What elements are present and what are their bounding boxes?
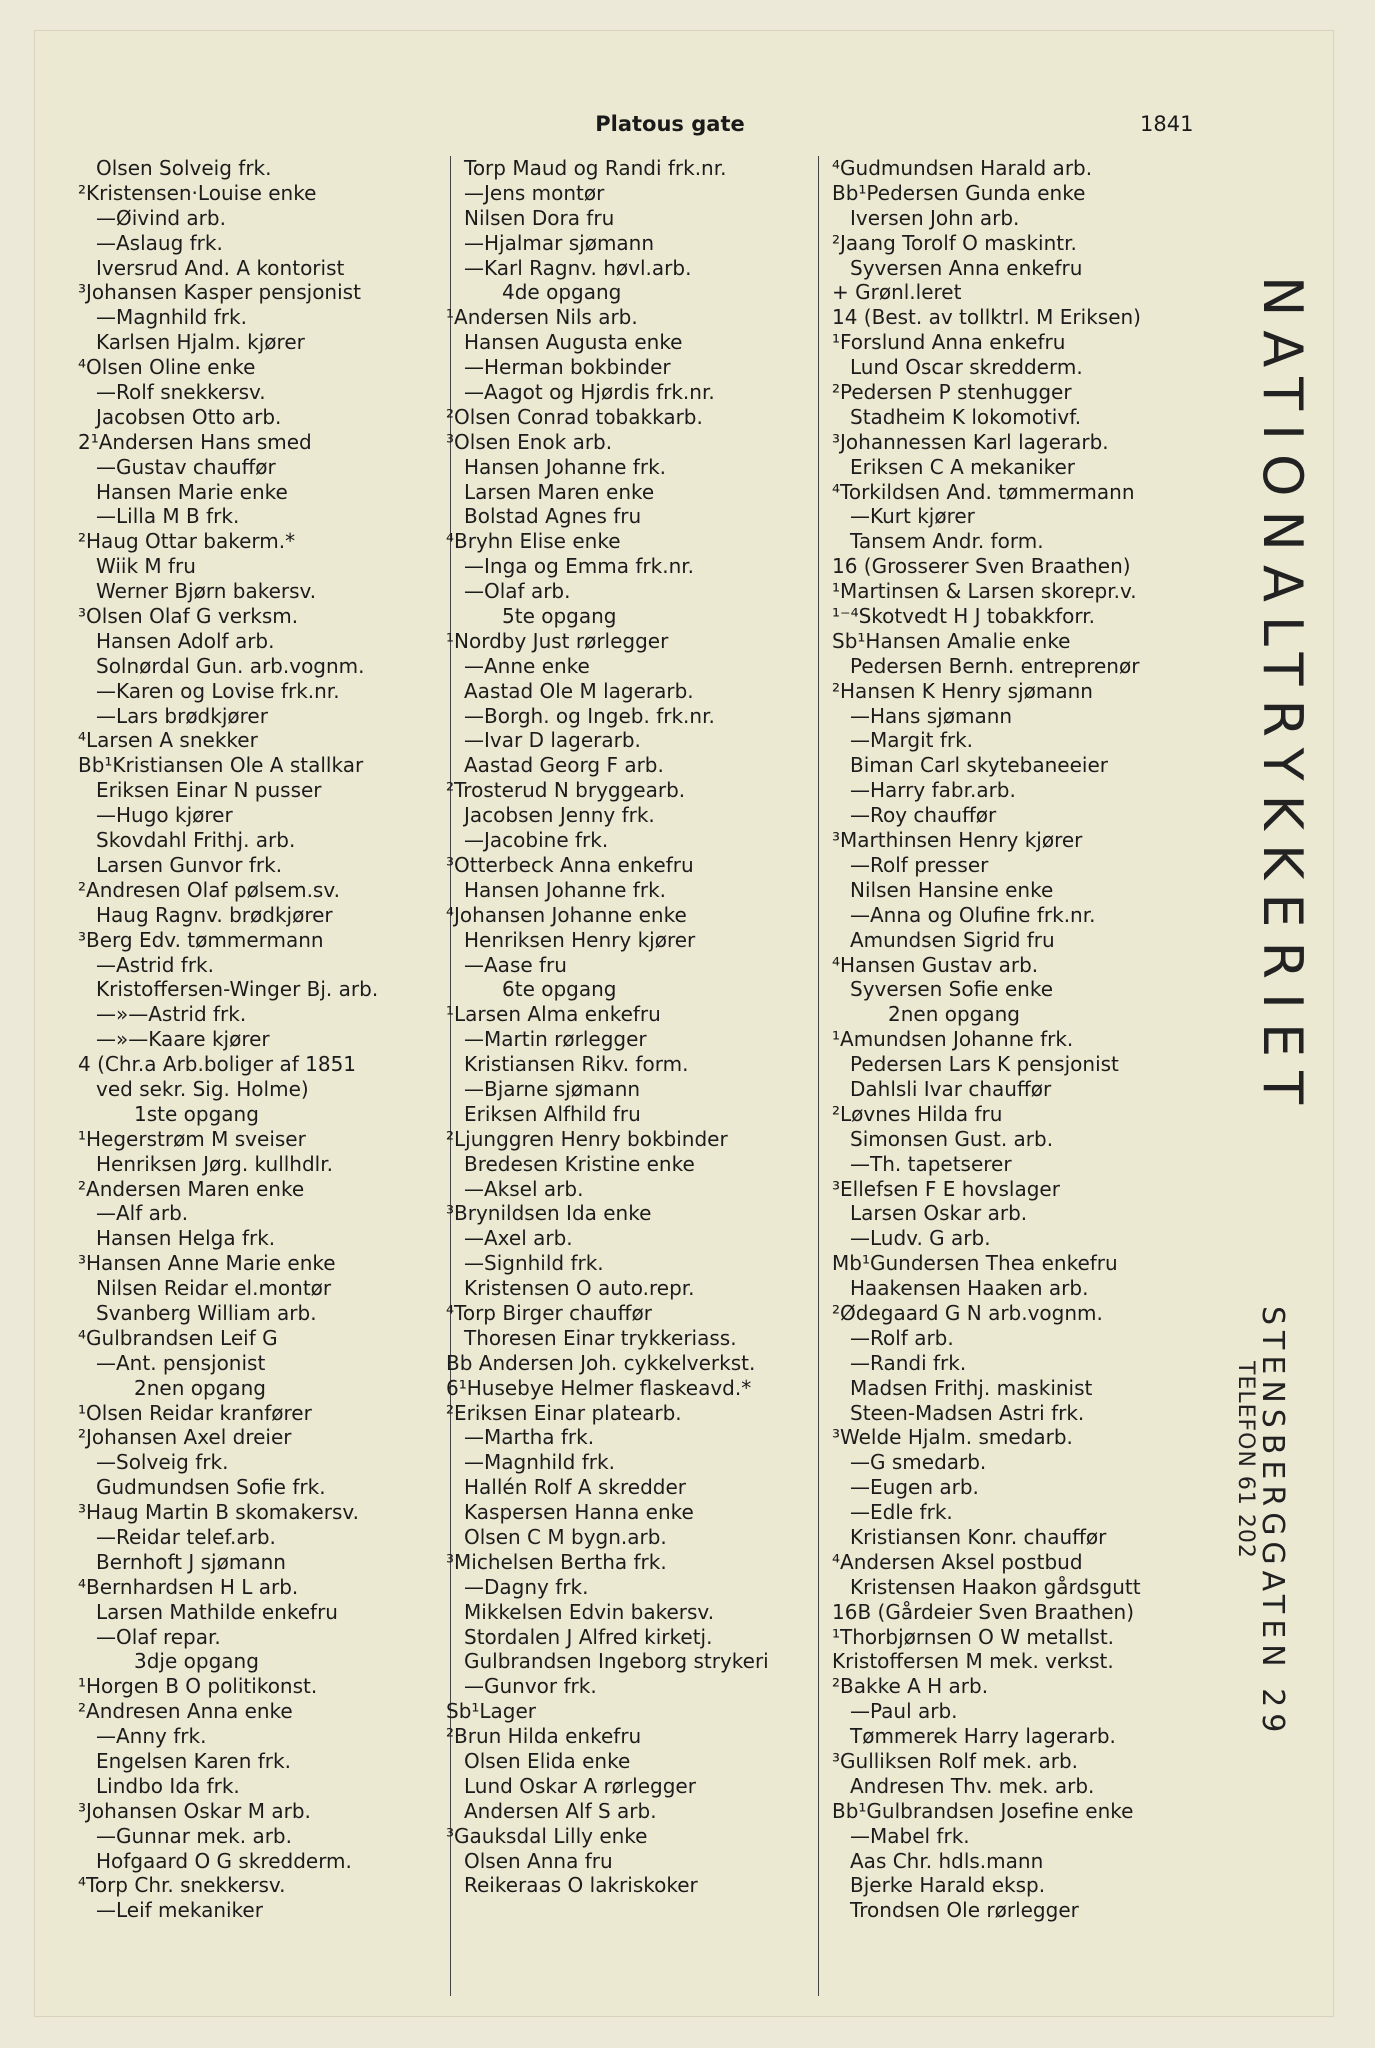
directory-entry: ¹Horgen B O politikonst. [78,1674,318,1699]
directory-entry: ⁴Bernhardsen H L arb. [78,1574,299,1599]
directory-entry: Jacobsen Otto arb. [96,404,282,429]
directory-entry: —Jacobine frk. [464,828,609,853]
directory-entry: ³Hansen Anne Marie enke [78,1251,336,1276]
directory-entry: 4 (Chr.a Arb.boliger af 1851 [78,1052,357,1077]
directory-entry: 5te opgang [502,604,617,629]
directory-entry: Hansen Johanne frk. [464,454,667,479]
directory-entry: —Rolf presser [850,852,989,877]
directory-entry: Bb¹Gulbrandsen Josefine enke [832,1798,1134,1823]
directory-entry: Larsen Maren enke [464,479,655,504]
directory-entry: ¹Thorbjørnsen O W metallst. [832,1624,1115,1649]
directory-entry: —Dagny frk. [464,1574,589,1599]
directory-entry: —Olaf repar. [96,1624,221,1649]
directory-entry: —Signhild frk. [464,1251,604,1276]
page-number: 1841 [1140,112,1194,136]
directory-entry: —Ivar D lagerarb. [464,728,641,753]
directory-entry: —Ant. pensjonist [96,1350,266,1375]
directory-entry: + Grønl.leret [832,280,962,305]
directory-entry: Hofgaard O G skredderm. [96,1848,352,1873]
directory-entry: —Hugo kjører [96,803,233,828]
directory-entry: ⁴Johansen Johanne enke [446,902,687,927]
directory-entry: Dahlsli Ivar chauffør [850,1076,1052,1101]
directory-entry: Reikeraas O lakriskoker [464,1873,698,1898]
directory-entry: 1ste opgang [134,1101,259,1126]
directory-entry: —Ludv. G arb. [850,1226,991,1251]
directory-entry: Hansen Johanne frk. [464,877,667,902]
directory-entry: —Herman bokbinder [464,355,671,380]
directory-entry: —Edle frk. [850,1500,953,1525]
directory-column-2 [446,156,814,1898]
directory-entry: ²Eriksen Einar platearb. [446,1400,682,1425]
column-divider [818,156,819,1996]
directory-entry: —Eugen arb. [850,1475,979,1500]
directory-entry: Biman Carl skytebaneeier [850,753,1108,778]
directory-entry: —Martha frk. [464,1425,595,1450]
directory-entry: ³Berg Edv. tømmermann [78,927,324,952]
directory-entry: Mikkelsen Edvin bakersv. [464,1599,715,1624]
directory-column-1 [78,156,438,1923]
directory-entry: —Solveig frk. [96,1450,229,1475]
directory-entry: —Astrid frk. [96,952,214,977]
directory-entry: Lindbo Ida frk. [96,1773,240,1798]
directory-entry: —Karen og Lovise frk.nr. [96,678,340,703]
directory-entry: Hansen Helga frk. [96,1226,276,1251]
directory-entry: —Margit frk. [850,728,974,753]
directory-entry: ²Ljunggren Henry bokbinder [446,1126,728,1151]
directory-entry: Iversrud And. A kontorist [96,255,345,280]
directory-entry: Nilsen Hansine enke [850,877,1054,902]
directory-entry: ²Pedersen P stenhugger [832,380,1072,405]
directory-entry: Svanberg William arb. [96,1300,317,1325]
directory-entry: Amundsen Sigrid fru [850,927,1055,952]
directory-entry: Andresen Thv. mek. arb. [850,1773,1095,1798]
directory-entry: Simonsen Gust. arb. [850,1126,1054,1151]
directory-entry: ⁴Andersen Aksel postbud [832,1549,1083,1574]
directory-entry: —G smedarb. [850,1450,987,1475]
directory-entry: Bernhoft J sjømann [96,1549,286,1574]
directory-entry: Andersen Alf S arb. [464,1798,657,1823]
directory-entry: Hansen Augusta enke [464,330,683,355]
directory-entry: Torp Maud og Randi frk.nr. [464,156,727,180]
directory-entry: Bolstad Agnes fru [464,504,642,529]
directory-entry: ⁴Torp Chr. snekkersv. [78,1873,286,1898]
directory-entry: Syversen Anna enkefru [850,255,1083,280]
directory-entry: ²Johansen Axel dreier [78,1425,292,1450]
directory-entry: ⁴Gudmundsen Harald arb. [832,156,1093,180]
directory-entry: —Harry fabr.arb. [850,778,1016,803]
directory-entry: Sb¹Lager [446,1699,537,1724]
advertiser-phone: TELEFON 61 202 [1233,1361,1258,1559]
directory-entry: 2¹Andersen Hans smed [78,429,312,454]
directory-entry: Hansen Marie enke [96,479,288,504]
directory-entry: —Aksel arb. [464,1176,584,1201]
directory-entry: —Leif mekaniker [96,1898,263,1923]
directory-entry: Kaspersen Hanna enke [464,1500,694,1525]
directory-entry: Larsen Mathilde enkefru [96,1599,338,1624]
directory-entry: Sb¹Hansen Amalie enke [832,628,1071,653]
directory-entry: ¹Olsen Reidar kranfører [78,1400,312,1425]
directory-entry: ³Johannessen Karl lagerarb. [832,429,1109,454]
directory-column-3 [832,156,1224,1923]
directory-entry: Eriksen C A mekaniker [850,454,1076,479]
directory-entry: Karlsen Hjalm. kjører [96,330,305,355]
directory-entry: ³Haug Martin B skomakersv. [78,1500,360,1525]
directory-entry: ³Brynildsen Ida enke [446,1201,652,1226]
directory-entry: 16B (Gårdeier Sven Braathen) [832,1599,1135,1624]
directory-entry: —Jens montør [464,180,605,205]
directory-entry: —Aagot og Hjørdis frk.nr. [464,380,715,405]
directory-entry: ⁴Hansen Gustav arb. [832,952,1039,977]
directory-entry: ⁴Olsen Oline enke [78,355,256,380]
directory-entry: —Anny frk. [96,1724,207,1749]
directory-entry: ²Andresen Olaf pølsem.sv. [78,877,340,902]
directory-entry: —Gustav chauffør [96,454,276,479]
directory-entry: —Mabel frk. [850,1823,970,1848]
directory-entry: ²Jaang Torolf O maskintr. [832,230,1077,255]
directory-entry: Wiik M fru [96,554,196,579]
directory-entry: Stadheim K lokomotivf. [850,404,1082,429]
directory-entry: ved sekr. Sig. Holme) [96,1076,309,1101]
directory-entry: —Bjarne sjømann [464,1076,641,1101]
directory-entry: ¹Nordby Just rørlegger [446,628,669,653]
directory-entry: ¹Amundsen Johanne frk. [832,1027,1074,1052]
directory-entry: Henriksen Henry kjører [464,927,696,952]
directory-entry: —Hans sjømann [850,703,1013,728]
directory-entry: Olsen C M bygn.arb. [464,1524,667,1549]
directory-entry: —Axel arb. [464,1226,573,1251]
directory-entry: —Kurt kjører [850,504,975,529]
directory-entry: —Gunvor frk. [464,1674,597,1699]
directory-entry: ³Olsen Enok arb. [446,429,613,454]
directory-entry: Gulbrandsen Ingeborg strykeri [464,1649,769,1674]
directory-entry: —Th. tapetserer [850,1151,1012,1176]
directory-entry: —Aase fru [464,952,567,977]
directory-entry: Bjerke Harald eksp. [850,1873,1046,1898]
advertiser-address: STENSBERGGATEN 29 [1255,1306,1290,1739]
directory-entry: ²Kristensen·Louise enke [78,180,317,205]
directory-entry: Henriksen Jørg. kullhdlr. [96,1151,333,1176]
directory-entry: Haakensen Haaken arb. [850,1276,1089,1301]
directory-entry: Larsen Gunvor frk. [96,852,283,877]
directory-entry: ³Johansen Oskar M arb. [78,1798,311,1823]
directory-entry: Solnørdal Gun. arb.vognm. [96,653,365,678]
directory-entry: Tansem Andr. form. [850,529,1044,554]
directory-entry: ³Gulliksen Rolf mek. arb. [832,1749,1079,1773]
directory-entry: 6¹Husebye Helmer flaskeavd.* [446,1375,752,1400]
directory-entry: Aastad Georg F arb. [464,753,664,778]
directory-entry: ¹Forslund Anna enkefru [832,330,1066,355]
directory-entry: Gudmundsen Sofie frk. [96,1475,326,1500]
directory-entry: ³Welde Hjalm. smedarb. [832,1425,1073,1450]
directory-entry: Bb¹Kristiansen Ole A stallkar [78,753,364,778]
directory-entry: ¹Larsen Alma enkefru [446,1002,661,1027]
directory-entry: 16 (Grosserer Sven Braathen) [832,554,1131,579]
directory-entry: Skovdahl Frithj. arb. [96,828,296,853]
directory-entry: —Magnhild frk. [96,305,247,330]
directory-entry: 4de opgang [502,280,622,305]
directory-entry: Thoresen Einar trykkeriass. [464,1325,737,1350]
directory-entry: ²Bakke A H arb. [832,1674,989,1699]
directory-entry: Pedersen Lars K pensjonist [850,1052,1119,1077]
directory-entry: ³Olsen Olaf G verksm. [78,604,299,629]
directory-entry: —Karl Ragnv. høvl.arb. [464,255,692,280]
directory-entry: Olsen Elida enke [464,1749,631,1773]
directory-entry: —Hjalmar sjømann [464,230,655,255]
directory-entry: ²Olsen Conrad tobakkarb. [446,404,703,429]
directory-entry: —Lilla M B frk. [96,504,240,529]
directory-entry: ⁴Torp Birger chauffør [446,1300,652,1325]
directory-entry: Jacobsen Jenny frk. [464,803,655,828]
directory-entry: Engelsen Karen frk. [96,1749,291,1773]
directory-entry: —Gunnar mek. arb. [96,1823,292,1848]
directory-entry: Haug Ragnv. brødkjører [96,902,333,927]
directory-entry: Aas Chr. hdls.mann [850,1848,1044,1873]
directory-entry: ²Haug Ottar bakerm.* [78,529,296,554]
directory-entry: Kristensen Haakon gårdsgutt [850,1574,1141,1599]
directory-entry: Syversen Sofie enke [850,977,1053,1002]
directory-entry: Eriksen Einar N pusser [96,778,322,803]
directory-entry: Madsen Frithj. maskinist [850,1375,1093,1400]
directory-entry: Larsen Oskar arb. [850,1201,1028,1226]
directory-entry: ²Ødegaard G N arb.vognm. [832,1300,1103,1325]
directory-entry: Aastad Ole M lagerarb. [464,678,694,703]
directory-entry: ²Løvnes Hilda fru [832,1101,1003,1126]
directory-entry: Steen-Madsen Astri frk. [850,1400,1085,1425]
directory-entry: —Alf arb. [96,1201,189,1226]
directory-entry: Tømmerek Harry lagerarb. [850,1724,1116,1749]
directory-entry: ⁴Bryhn Elise enke [446,529,621,554]
directory-entry: Werner Bjørn bakersv. [96,579,317,604]
directory-entry: —Anne enke [464,653,590,678]
directory-entry: ³Gauksdal Lilly enke [446,1823,648,1848]
directory-entry: 3dje opgang [134,1649,259,1674]
directory-entry: Hallén Rolf A skredder [464,1475,686,1500]
directory-entry: ⁴Larsen A snekker [78,728,258,753]
directory-entry: —Roy chauffør [850,803,997,828]
directory-entry: ¹⁻⁴Skotvedt H J tobakkforr. [832,604,1096,629]
directory-entry: —»—Kaare kjører [96,1027,270,1052]
directory-entry: ¹Hegerstrøm M sveiser [78,1126,306,1151]
directory-entry: Kristensen O auto.repr. [464,1276,695,1301]
directory-entry: Olsen Solveig frk. [96,156,272,180]
directory-entry: ³Johansen Kasper pensjonist [78,280,361,305]
directory-entry: 2nen opgang [888,1002,1020,1027]
directory-entry: Kristoffersen M mek. verkst. [832,1649,1114,1674]
directory-entry: Lund Oskar A rørlegger [464,1773,696,1798]
directory-entry: 14 (Best. av tollktrl. M Eriksen) [832,305,1141,330]
directory-entry: Bb¹Pedersen Gunda enke [832,180,1086,205]
directory-entry: —Paul arb. [850,1699,958,1724]
directory-entry: Nilsen Reidar el.montør [96,1276,332,1301]
directory-entry: Kristiansen Rikv. form. [464,1052,689,1077]
directory-entry: ³Otterbeck Anna enkefru [446,852,694,877]
directory-entry: ²Brun Hilda enkefru [446,1724,642,1749]
directory-entry: Kristoffersen-Winger Bj. arb. [96,977,379,1002]
directory-entry: Iversen John arb. [850,205,1020,230]
directory-entry: Pedersen Bernh. entreprenør [850,653,1140,678]
directory-entry: —Inga og Emma frk.nr. [464,554,695,579]
directory-entry: Olsen Anna fru [464,1848,613,1873]
directory-entry: 6te opgang [502,977,617,1002]
directory-entry: ³Michelsen Bertha frk. [446,1549,667,1574]
side-advertisement [1232,276,1326,1816]
directory-entry: Kristiansen Konr. chauffør [850,1524,1107,1549]
directory-entry: —»—Astrid frk. [96,1002,247,1027]
directory-entry: ²Hansen K Henry sjømann [832,678,1093,703]
directory-entry: Stordalen J Alfred kirketj. [464,1624,713,1649]
directory-entry: —Aslaug frk. [96,230,223,255]
directory-entry: —Olaf arb. [464,579,571,604]
directory-entry: ⁴Torkildsen And. tømmermann [832,479,1135,504]
directory-entry: —Borgh. og Ingeb. frk.nr. [464,703,715,728]
directory-entry: Nilsen Dora fru [464,205,615,230]
directory-entry: Eriksen Alfhild fru [464,1101,641,1126]
directory-entry: —Lars brødkjører [96,703,268,728]
page-title: Platous gate [595,112,745,136]
directory-entry: —Reidar telef.arb. [96,1524,276,1549]
advertiser-name: NATIONALTRYKKERIET [1251,276,1314,1119]
directory-entry: —Randi frk. [850,1350,967,1375]
directory-entry: ²Andresen Anna enke [78,1699,293,1724]
directory-entry: Lund Oscar skredderm. [850,355,1083,380]
directory-entry: ¹Martinsen & Larsen skorepr.v. [832,579,1137,604]
directory-entry: Hansen Adolf arb. [96,628,275,653]
directory-entry: Trondsen Ole rørlegger [850,1898,1079,1923]
directory-entry: —Magnhild frk. [464,1450,615,1475]
directory-entry: Mb¹Gundersen Thea enkefru [832,1251,1118,1276]
directory-entry: ²Trosterud N bryggearb. [446,778,686,803]
directory-entry: —Øivind arb. [96,205,226,230]
directory-entry: ²Andersen Maren enke [78,1176,305,1201]
directory-entry: —Rolf snekkersv. [96,380,266,405]
directory-entry: —Martin rørlegger [464,1027,647,1052]
directory-entry: ³Ellefsen F E hovslager [832,1176,1060,1201]
directory-entry: Bredesen Kristine enke [464,1151,695,1176]
directory-entry: Bb Andersen Joh. cykkelverkst. [446,1350,756,1375]
directory-entry: ³Marthinsen Henry kjører [832,828,1083,853]
directory-entry: 2nen opgang [134,1375,266,1400]
directory-entry: ⁴Gulbrandsen Leif G [78,1325,278,1350]
directory-entry: —Anna og Olufine frk.nr. [850,902,1096,927]
directory-entry: —Rolf arb. [850,1325,954,1350]
directory-entry: ¹Andersen Nils arb. [446,305,638,330]
